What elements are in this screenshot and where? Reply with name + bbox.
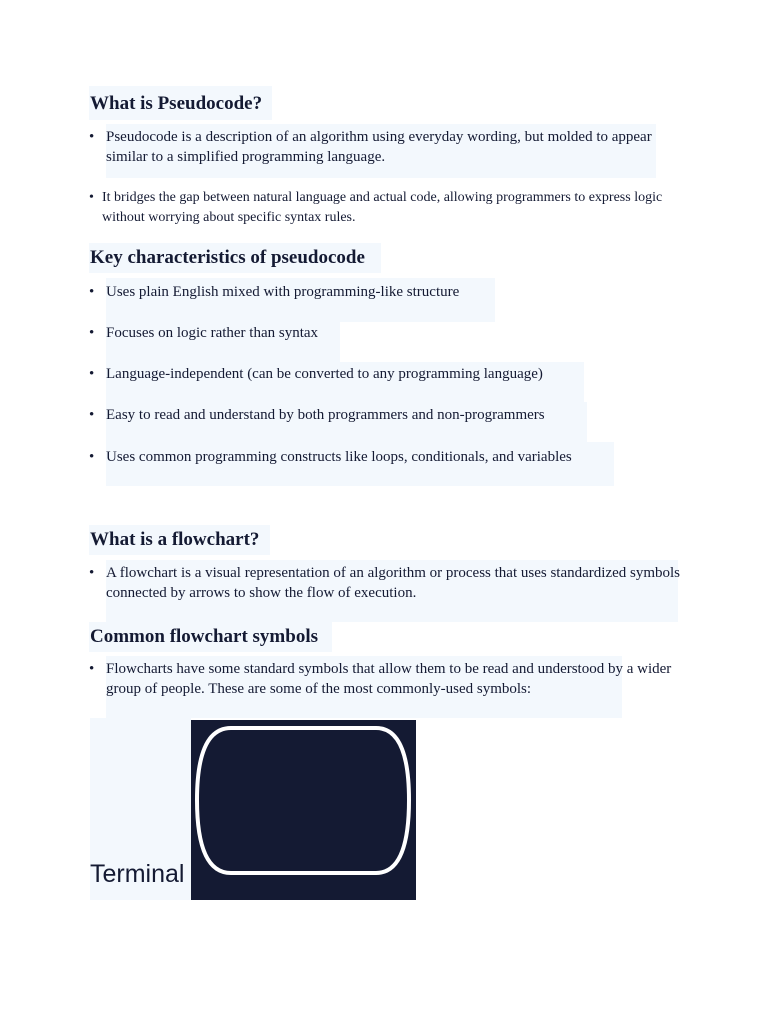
list-item-text: Uses common programming constructs like loops, conditionals, and variables xyxy=(106,449,572,465)
section-heading: What is Pseudocode? xyxy=(90,93,263,114)
list-item-text: Focuses on logic rather than syntax xyxy=(106,325,319,341)
list-item xyxy=(89,282,689,302)
bullet-marker: • xyxy=(89,449,95,465)
terminal-outline xyxy=(197,728,409,873)
terminal-symbol-icon xyxy=(191,720,416,900)
bullet-marker: • xyxy=(89,565,95,581)
list-item xyxy=(89,323,689,343)
list-item-text: It bridges the gap between natural language and actual code, allowing programmers to express logic without worrying about specific syntax rules. xyxy=(102,190,663,225)
bullet-marker: • xyxy=(89,407,95,423)
list-item xyxy=(89,563,684,603)
bullet-marker: • xyxy=(89,661,95,677)
symbol-label: Terminal xyxy=(90,860,185,888)
list-item xyxy=(89,405,689,425)
bullet-marker: • xyxy=(89,190,94,205)
list-item xyxy=(89,188,689,228)
section-heading: Common flowchart symbols xyxy=(90,626,318,647)
list-item xyxy=(89,447,689,467)
list-item-text: A flowchart is a visual representation of an algorithm or process that uses standardized symbols connected by arrows to show the flow of execution. xyxy=(106,565,681,601)
list-item-text: Uses plain English mixed with programming-like structure xyxy=(106,284,460,300)
list-item xyxy=(89,127,664,167)
list-item-text: Language-independent (can be converted to any programming language) xyxy=(106,366,543,382)
terminal-shape xyxy=(191,720,416,900)
list-item xyxy=(89,364,689,384)
section-heading: What is a flowchart? xyxy=(90,529,260,550)
section-heading: Key characteristics of pseudocode xyxy=(90,247,365,268)
list-item-text: Flowcharts have some standard symbols that allow them to be read and understood by a wider group of people. These are some of the most commonly-used symbols: xyxy=(106,661,672,697)
bullet-marker: • xyxy=(89,284,95,300)
bullet-marker: • xyxy=(89,129,95,145)
bullet-marker: • xyxy=(89,366,95,382)
list-item xyxy=(89,659,679,699)
list-item-text: Easy to read and understand by both programmers and non-programmers xyxy=(106,407,545,423)
list-item-text: Pseudocode is a description of an algorithm using everyday wording, but molded to appear similar to a simplified programming language. xyxy=(106,129,652,165)
bullet-marker: • xyxy=(89,325,95,341)
